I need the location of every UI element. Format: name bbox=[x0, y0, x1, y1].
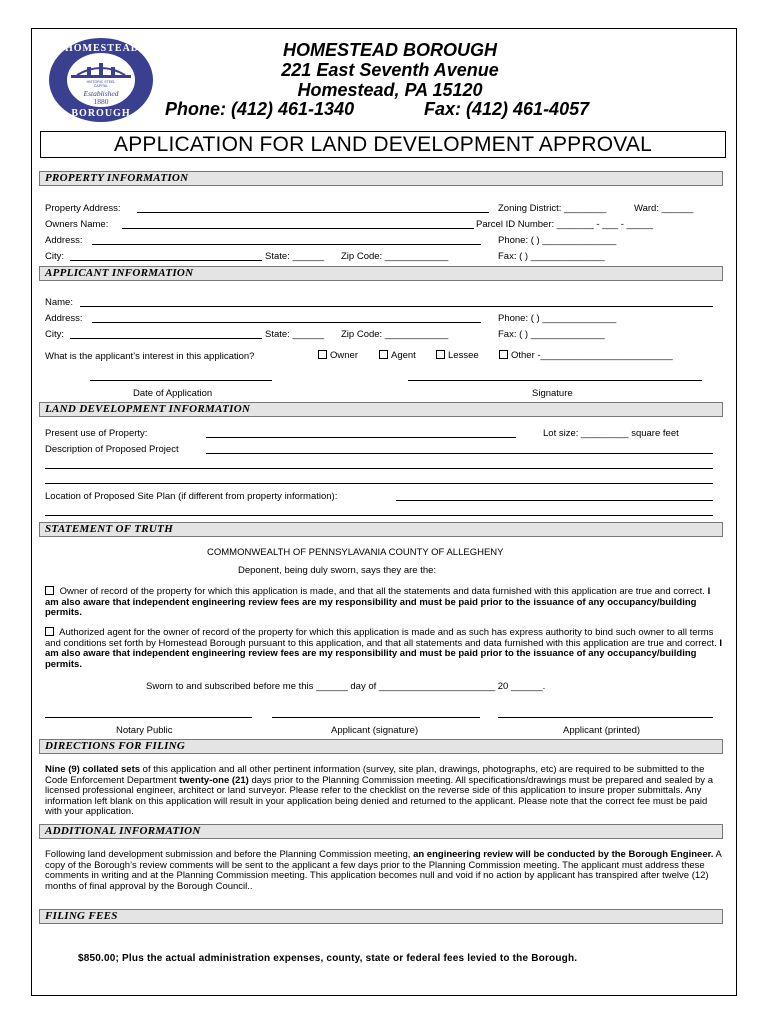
applicant-signature-field[interactable] bbox=[408, 380, 702, 381]
owners-name-label: Owners Name: bbox=[45, 219, 109, 230]
authorized-agent-statement bbox=[45, 627, 723, 670]
deponent-line: Deponent, being duly sworn, says they are the: bbox=[238, 565, 437, 576]
applicant-address-field[interactable] bbox=[92, 322, 481, 323]
project-description-line-1[interactable] bbox=[206, 453, 713, 454]
sworn-subscribed-line: Sworn to and subscribed before me this ______ day of ______________________ 20 ______. bbox=[146, 681, 546, 692]
applicant-city-label: City: bbox=[45, 329, 64, 340]
site-plan-location-label: Location of Proposed Site Plan (if different from property information): bbox=[45, 491, 338, 502]
section-filing-fees: FILING FEES bbox=[39, 909, 723, 924]
project-description-label: Description of Proposed Project bbox=[45, 444, 179, 455]
additional-paragraph bbox=[45, 850, 723, 892]
applicant-signature-line[interactable] bbox=[272, 717, 480, 718]
site-plan-location-field[interactable] bbox=[396, 500, 713, 501]
org-fax: Fax: (412) 461-4057 bbox=[424, 99, 590, 119]
applicant-signature-caption: Applicant (signature) bbox=[331, 725, 419, 736]
lot-size-field[interactable]: Lot size: _________ square feet bbox=[543, 428, 679, 439]
property-address-label: Property Address: bbox=[45, 203, 121, 214]
notary-public-label: Notary Public bbox=[116, 725, 173, 736]
section-directions-for-filing: DIRECTIONS FOR FILING bbox=[39, 739, 723, 754]
directions-days-bold: twenty-one (21) bbox=[179, 774, 249, 786]
date-of-application-label: Date of Application bbox=[133, 388, 213, 399]
zoning-district-field[interactable]: Zoning District: ________ bbox=[498, 203, 607, 214]
directions-text-1: of this application and all other pertinent information (survey, site plan, drawings, photographs, etc) are required to be submitted to the Code Enforcement Department bbox=[45, 764, 705, 786]
owner-address-label: Address: bbox=[45, 235, 83, 246]
other-option-label: Other -_________________________ bbox=[511, 350, 673, 361]
org-street: 221 East Seventh Avenue bbox=[281, 60, 499, 80]
additional-text-1: Following land development submission and before the Planning Commission meeting, bbox=[45, 849, 414, 860]
owner-city-field[interactable] bbox=[70, 260, 262, 261]
signature-label: Signature bbox=[532, 388, 573, 399]
parcel-id-field[interactable]: Parcel ID Number: _______ - ___ - _____ bbox=[476, 219, 653, 230]
logo-mid-text: HISTORIC STEEL CAPITAL bbox=[86, 80, 116, 88]
site-plan-location-line-2[interactable] bbox=[45, 515, 713, 516]
applicant-zip-field[interactable]: Zip Code: ____________ bbox=[341, 329, 449, 340]
section-property-info: PROPERTY INFORMATION bbox=[39, 171, 723, 186]
owner-zip-field[interactable]: Zip Code: ____________ bbox=[341, 251, 449, 262]
section-land-development: LAND DEVELOPMENT INFORMATION bbox=[39, 402, 723, 417]
owner-fax-field[interactable]: Fax: ( ) ______________ bbox=[498, 251, 605, 262]
owner-of-record-checkbox[interactable] bbox=[45, 586, 54, 595]
owner-city-label: City: bbox=[45, 251, 64, 262]
applicant-state-field[interactable]: State: ______ bbox=[265, 329, 325, 340]
owner-phone-field[interactable]: Phone: ( ) ______________ bbox=[498, 235, 617, 246]
lessee-checkbox[interactable] bbox=[436, 350, 445, 359]
logo-bottom-text: BOROUGH bbox=[71, 108, 131, 119]
interest-agent-option[interactable] bbox=[379, 350, 416, 361]
applicant-printed-caption: Applicant (printed) bbox=[563, 725, 641, 736]
project-description-line-3[interactable] bbox=[45, 483, 713, 484]
logo-est-text: Established bbox=[83, 89, 119, 98]
section-additional-information: ADDITIONAL INFORMATION bbox=[39, 824, 723, 839]
applicant-phone-field[interactable]: Phone: ( ) ______________ bbox=[498, 313, 617, 324]
applicant-city-field[interactable] bbox=[70, 338, 262, 339]
commonwealth-line: COMMONWEALTH OF PENNSYLAVANIA COUNTY OF ALLEGHENY bbox=[207, 547, 504, 558]
interest-other-option[interactable] bbox=[499, 350, 673, 361]
owner-statement-bold: I am also aware that independent engineering review fees are my responsibility and must be paid prior to the issuance of any occupancy/building permits. bbox=[45, 586, 711, 619]
project-description-line-2[interactable] bbox=[45, 468, 713, 469]
applicant-name-label: Name: bbox=[45, 297, 73, 308]
applicant-interest-question: What is the applicant’s interest in this application? bbox=[45, 351, 255, 362]
org-phone: Phone: (412) 461-1340 bbox=[165, 99, 355, 119]
directions-text-2: days prior to the Planning Commission meeting. All specifications/drawings must be prepared and sealed by a licensed professional engineer, architect or land surveyor. Please refer to the checklist on the reverse side of this application to insure proper submittals. Any information left blank on this application will result in your application being denied and returned to the applicant. Please note that the correct fee must be paid with your application. bbox=[45, 774, 713, 818]
section-applicant-info: APPLICANT INFORMATION bbox=[39, 266, 723, 281]
agent-statement-text: Authorized agent for the owner of record of the property for which this application is made and as such has express authority to bind such owner to all terms and conditions set forth by Homestead Borough pursuant to this application, and that all statements and data furnished with this application are true and correct. bbox=[45, 627, 717, 649]
owner-option-label: Owner bbox=[330, 350, 358, 361]
owner-statement-text: Owner of record of the property for which this application is made, and that all the statements and data furnished with this application are true and correct. bbox=[59, 586, 705, 597]
owner-state-field[interactable]: State: ______ bbox=[265, 251, 325, 262]
present-use-field[interactable] bbox=[206, 437, 516, 438]
interest-owner-option[interactable] bbox=[318, 350, 358, 361]
agent-checkbox[interactable] bbox=[379, 350, 388, 359]
owner-address-field[interactable] bbox=[92, 244, 481, 245]
present-use-label: Present use of Property: bbox=[45, 428, 148, 439]
logo-top-text: HOMESTEAD bbox=[65, 43, 140, 54]
date-of-application-field[interactable] bbox=[90, 380, 272, 381]
interest-lessee-option[interactable] bbox=[436, 350, 479, 361]
logo-year-text: 1880 bbox=[93, 97, 109, 106]
applicant-printed-line[interactable] bbox=[498, 717, 713, 718]
agent-option-label: Agent bbox=[391, 350, 416, 361]
applicant-name-field[interactable] bbox=[80, 306, 713, 307]
form-title: APPLICATION FOR LAND DEVELOPMENT APPROVAL bbox=[40, 131, 726, 158]
directions-paragraph bbox=[45, 765, 723, 818]
notary-signature-field[interactable] bbox=[45, 717, 252, 718]
org-name: HOMESTEAD BOROUGH bbox=[282, 40, 497, 60]
owner-of-record-statement bbox=[45, 586, 723, 619]
additional-text-2: A copy of the Borough’s review comments will be sent to the applicant a few days prior to the Planning Commission meeting. The applicant must address these comments in writing and at the Planning Commission meeting. This application becomes null and void if no action by applicant has transpired after twelve (12) months of final approval by the Borough Council.. bbox=[45, 849, 722, 892]
authorized-agent-checkbox[interactable] bbox=[45, 627, 54, 636]
property-address-field[interactable] bbox=[137, 212, 489, 213]
section-statement-of-truth: STATEMENT OF TRUTH bbox=[39, 522, 723, 537]
borough-seal-logo bbox=[47, 37, 155, 123]
ward-field[interactable]: Ward: ______ bbox=[634, 203, 694, 214]
applicant-fax-field[interactable]: Fax: ( ) ______________ bbox=[498, 329, 605, 340]
agent-statement-bold: I am also aware that independent engineering review fees are my responsibility and must be paid prior to the issuance of any occupancy/building permits. bbox=[45, 637, 723, 670]
org-city: Homestead, PA 15120 bbox=[297, 80, 483, 100]
filing-fee-amount: $850.00; Plus the actual administration expenses, county, state or federal fees levied to the Borough. bbox=[78, 953, 578, 964]
other-checkbox[interactable] bbox=[499, 350, 508, 359]
lessee-option-label: Lessee bbox=[448, 350, 479, 361]
additional-review-bold: an engineering review will be conducted by the Borough Engineer. bbox=[413, 849, 714, 860]
directions-sets-bold: Nine (9) collated sets bbox=[45, 764, 141, 775]
owners-name-field[interactable] bbox=[122, 228, 474, 229]
applicant-address-label: Address: bbox=[45, 313, 83, 324]
owner-checkbox[interactable] bbox=[318, 350, 327, 359]
